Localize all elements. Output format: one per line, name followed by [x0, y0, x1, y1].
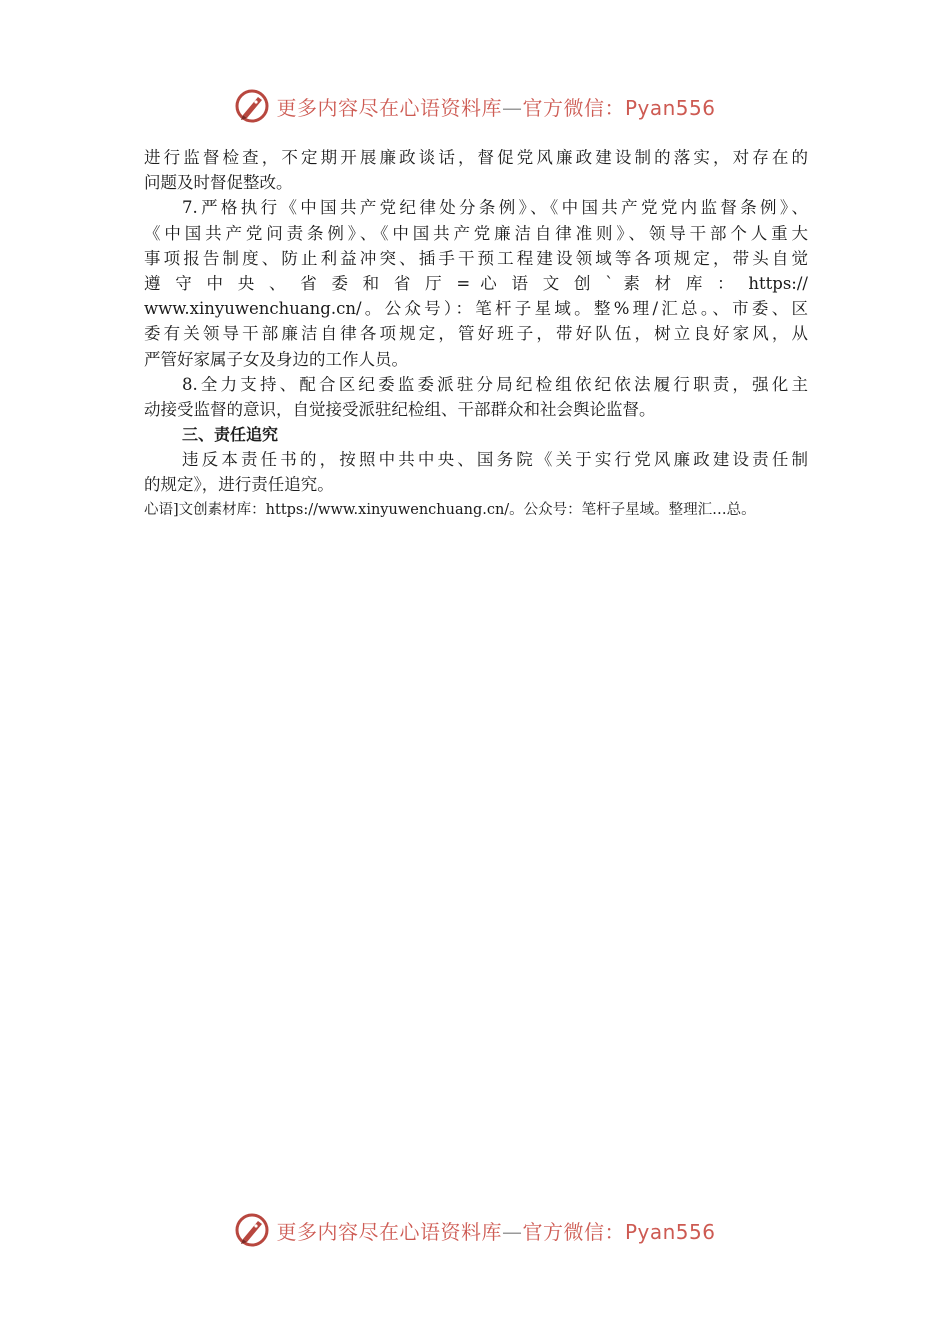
header-banner-inner — [234, 88, 715, 124]
banner-text-dash: — — [501, 1219, 523, 1244]
banner-text-wechat: 官方微信：Pyan556 — [522, 95, 716, 120]
clause-7-line: 7.严格执行《中国共产党纪律处分条例》、《中国共产党党内监督条例》、 — [182, 198, 808, 218]
paragraph-line: 《中国共产党问责条例》、《中国共产党廉洁自律准则》、领导干部个人重大 — [144, 223, 808, 243]
footer-banner-inner — [234, 1212, 715, 1248]
paragraph-line: 违反本责任书的，按照中共中央、国务院《关于实行党风廉政建设责任制 — [182, 450, 808, 470]
banner-text-wechat: 官方微信：Pyan556 — [522, 1219, 716, 1244]
clause-8-line: 8.全力支持、配合区纪委监委派驻分局纪检组依纪依法履行职责，强化主 — [182, 374, 808, 394]
banner-text-dash: — — [501, 95, 523, 120]
paragraph-line: www.xinyuwenchuang.cn/。公众号）：笔杆子星域。整%理/汇总。、市委、区 — [144, 299, 808, 319]
paragraph-line: 进行监督检查，不定期开展廉政谈话，督促党风廉政建设制的落实，对存在的 — [144, 148, 808, 167]
footer-banner — [0, 1208, 950, 1252]
pen-nib-logo-icon — [234, 1212, 270, 1248]
paragraph-line: 问题及时督促整改。 — [144, 173, 293, 193]
banner-text — [276, 92, 715, 121]
header-banner — [0, 84, 950, 128]
paragraph-line: 严管好家属子女及身边的工作人员。 — [144, 349, 408, 369]
paragraph-line: 委有关领导干部廉洁自律各项规定，管好班子，带好队伍，树立良好家风，从 — [144, 324, 808, 344]
banner-text-main: 更多内容尽在心语资料库 — [276, 95, 502, 120]
paragraph-line: 遵 守 中 央 、 省 委 和 省 厅 = 心 语 文 创 ` 素 材 库 ： https:// — [144, 273, 808, 293]
banner-text — [276, 1216, 715, 1245]
paragraph-line: 动接受监督的意识，自觉接受派驻纪检组、干部群众和社会舆论监督。 — [144, 399, 656, 419]
footer-note-line: 心语]文创素材库：https://www.xinyuwenchuang.cn/。公众号：笔杆子星域。整理汇…总。 — [144, 501, 756, 518]
section-heading: 三、责任追究 — [182, 425, 279, 445]
banner-text-main: 更多内容尽在心语资料库 — [276, 1219, 502, 1244]
pen-nib-logo-icon — [234, 88, 270, 124]
document-body — [144, 145, 808, 523]
paragraph-line: 的规定》，进行责任追究。 — [144, 475, 334, 495]
paragraph-line: 事项报告制度、防止利益冲突、插手干预工程建设领域等各项规定，带头自觉 — [144, 248, 808, 268]
